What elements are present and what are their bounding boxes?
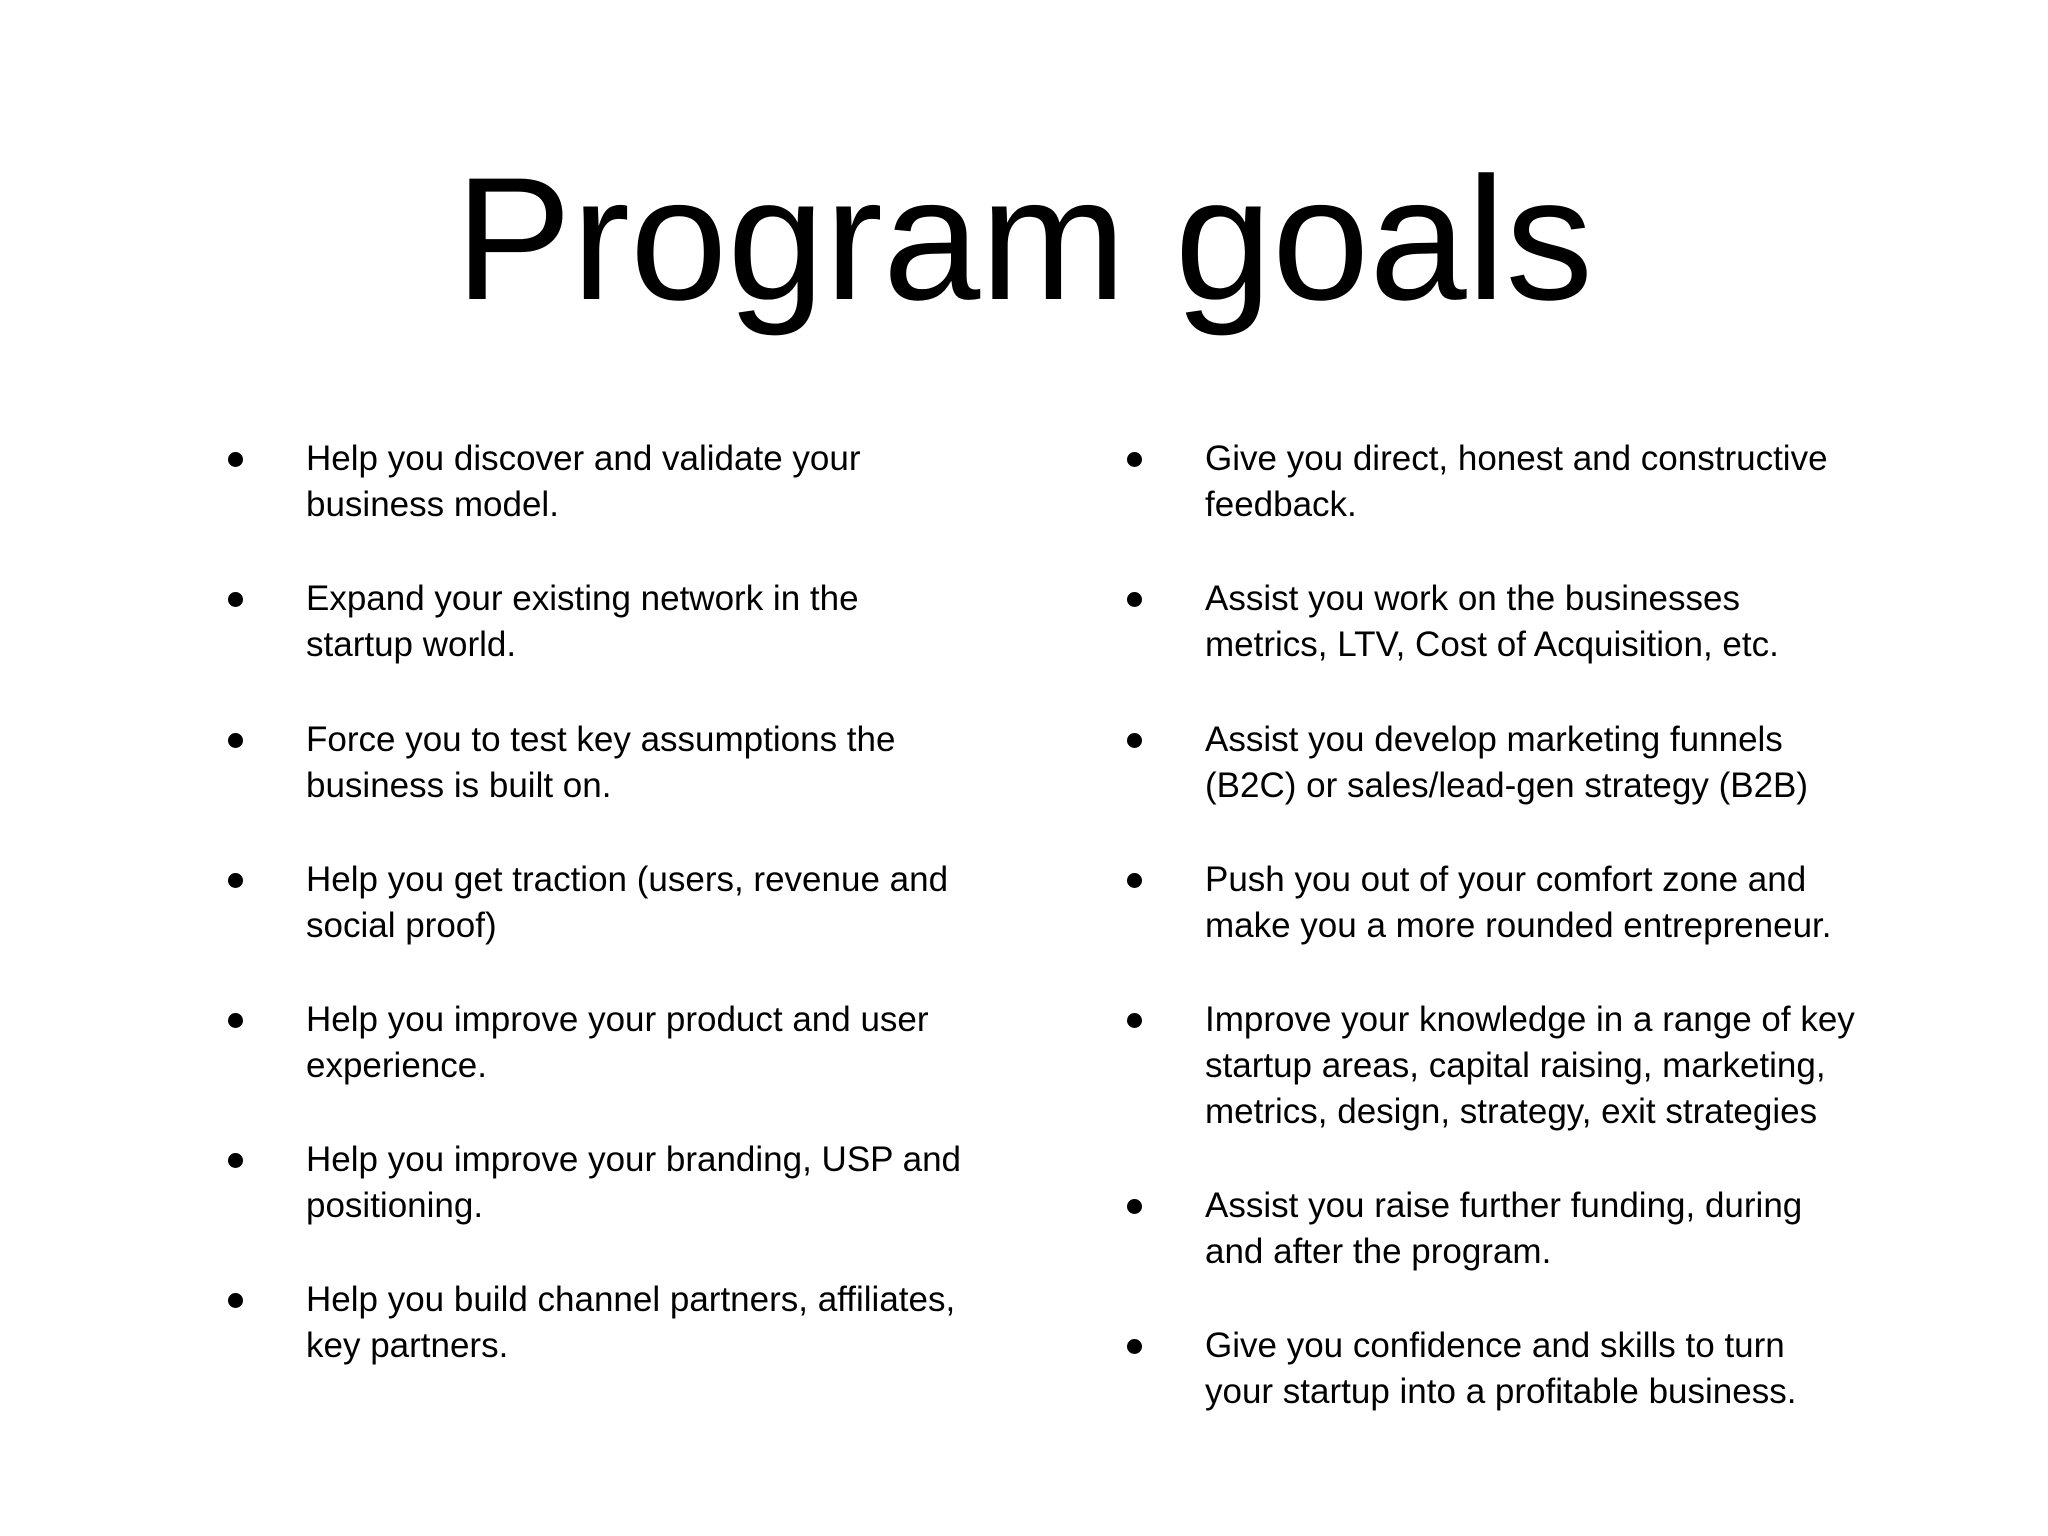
bullet-icon [1127,1199,1142,1214]
goal-item [1123,576,1953,668]
bullet-icon [228,592,243,607]
goal-text: Force you to test key assumptions the business is built on. [306,720,896,805]
bullet-icon [1127,1013,1142,1028]
goal-text: Give you confidence and skills to turn your startup into a profitable business. [1205,1326,1797,1411]
goal-item [1123,1323,1953,1415]
goal-text: Help you improve your branding, USP and positioning. [306,1140,962,1225]
bullet-icon [1127,733,1142,748]
bullet-icon [1127,452,1142,467]
bullet-icon [1127,592,1142,607]
slide-title: Program goals [454,142,1593,337]
bullet-icon [228,873,243,888]
goal-item [224,997,1044,1089]
goal-item [224,1137,1044,1229]
goal-text: Assist you develop marketing funnels (B2C) or sales/lead-gen strategy (B2B) [1205,720,1809,805]
bullet-icon [228,733,243,748]
goal-item [1123,857,1953,949]
goal-item [1123,717,1953,809]
bullet-icon [1127,873,1142,888]
goal-item [1123,997,1953,1135]
goal-item [1123,436,1953,528]
goal-item [224,576,1044,668]
bullet-icon [228,1153,243,1168]
goal-text: Help you build channel partners, affiliates, key partners. [306,1280,956,1365]
goal-text: Help you discover and validate your business model. [306,439,861,524]
goal-text: Help you improve your product and user experience. [306,1000,929,1085]
goal-text: Give you direct, honest and constructive feedback. [1205,439,1828,524]
goal-text: Assist you raise further funding, during and after the program. [1205,1186,1803,1271]
bullet-icon [228,1013,243,1028]
goal-text: Push you out of your comfort zone and make you a more rounded entrepreneur. [1205,860,1832,945]
bullet-icon [228,1293,243,1308]
goal-text: Assist you work on the businesses metrics, LTV, Cost of Acquisition, etc. [1205,579,1779,664]
goal-item [224,436,1044,528]
bullet-icon [228,452,243,467]
goal-text: Expand your existing network in the startup world. [306,579,859,664]
goal-text: Improve your knowledge in a range of key startup areas, capital raising, marketing, metrics, design, strategy, exit strategies [1205,1000,1855,1131]
goal-item [224,717,1044,809]
goal-item [1123,1183,1953,1275]
goal-item [224,1277,1044,1369]
goal-item [224,857,1044,949]
goal-text: Help you get traction (users, revenue and social proof) [306,860,949,945]
bullet-icon [1127,1339,1142,1354]
